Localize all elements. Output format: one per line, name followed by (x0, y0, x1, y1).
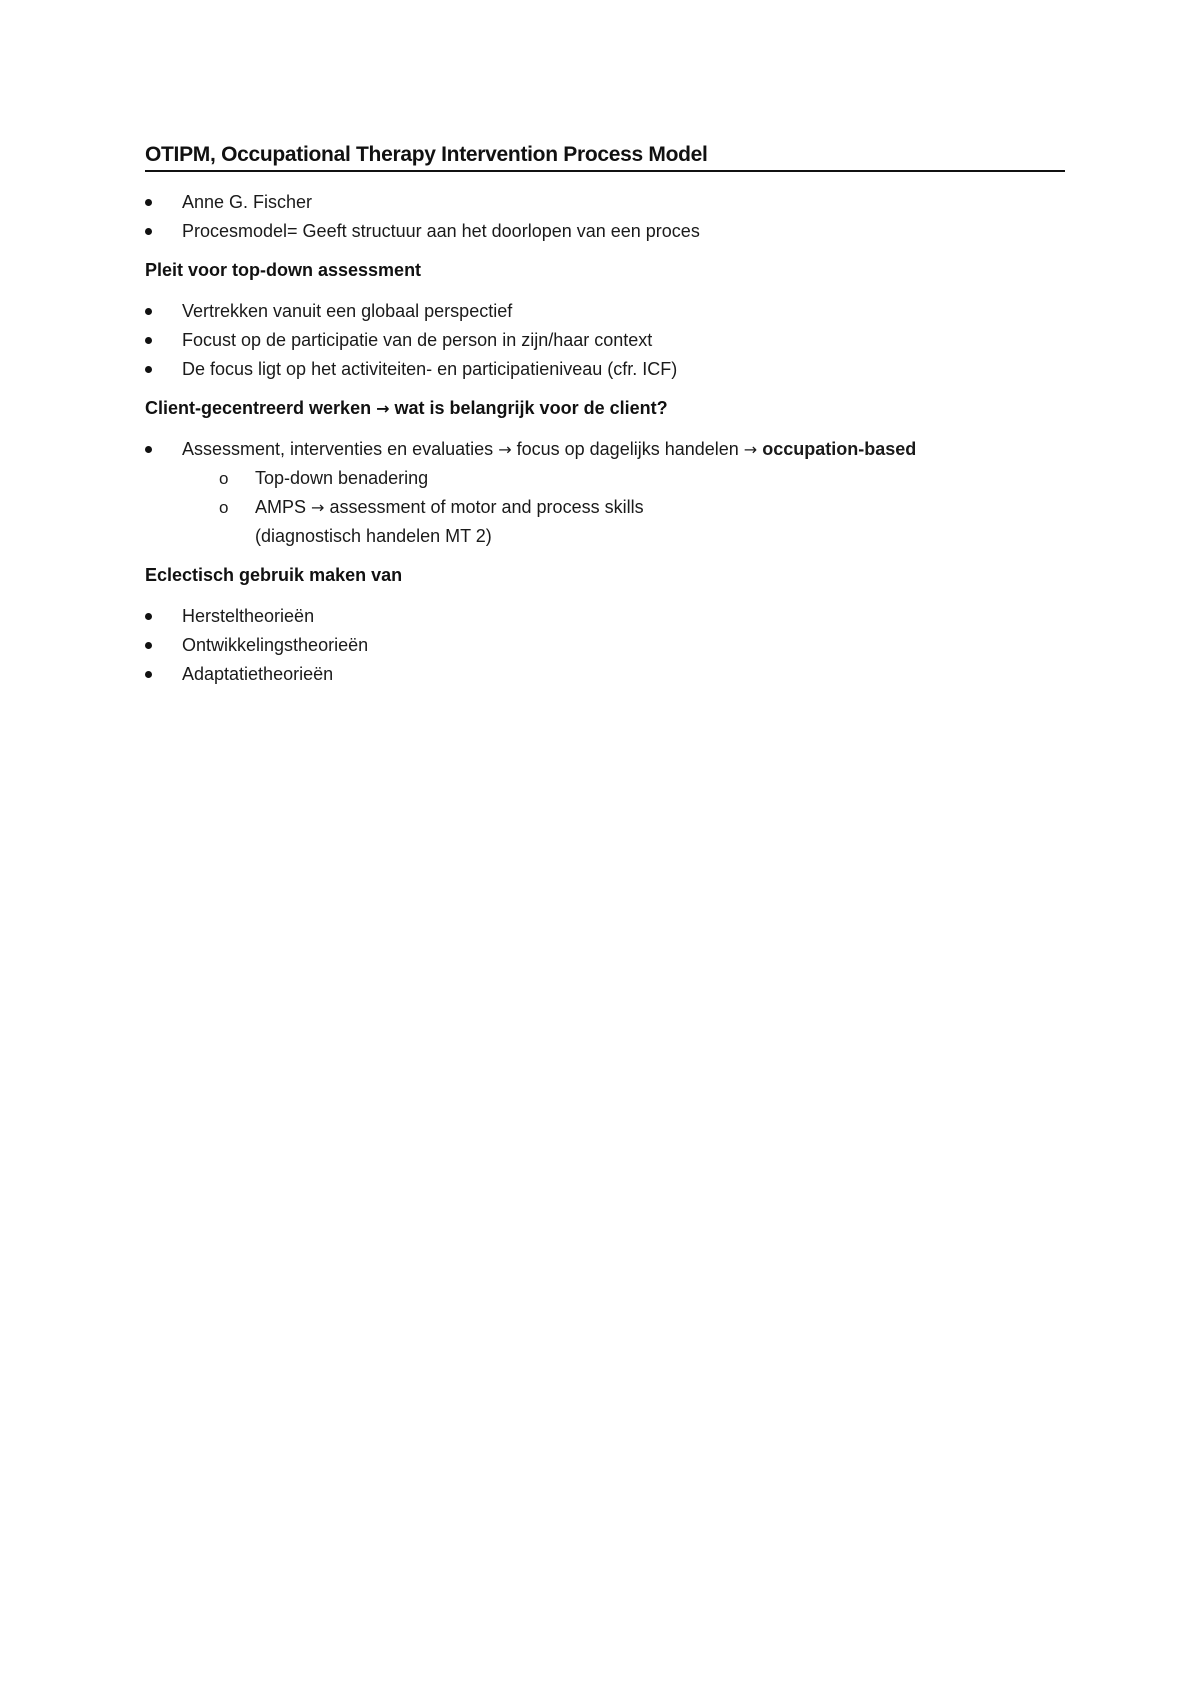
list-item-text: Anne G. Fischer (182, 192, 313, 212)
arrow-right-icon: → (376, 399, 390, 418)
heading-text: wat is belangrijk voor de client? (394, 398, 668, 418)
intro-list (145, 188, 1065, 246)
sub-bullet-icon: o (219, 469, 229, 488)
section-heading-eclectic: Eclectisch gebruik maken van (145, 565, 403, 585)
list-item-text: focus op dagelijks handelen (516, 439, 739, 459)
list-item-text: Ontwikkelingstheorieën (182, 635, 369, 655)
sub-list-item (182, 493, 1065, 551)
list-item (145, 602, 1065, 631)
list-item (145, 326, 1065, 355)
list-item (145, 631, 1065, 660)
document-title: OTIPM, Occupational Therapy Intervention Process Model (145, 143, 1065, 172)
heading-text: Client-gecentreerd werken (145, 398, 372, 418)
list-item-text: Adaptatietheorieën (182, 664, 334, 684)
top-down-list (145, 297, 1065, 384)
sub-list (182, 464, 1065, 551)
section-heading-client-centered (145, 398, 1065, 419)
list-item (145, 355, 1065, 384)
sub-list-item-text: assessment of motor and process skills (329, 497, 644, 517)
bullet-icon (145, 446, 152, 453)
document-content (145, 143, 1065, 689)
list-item-emphasis: occupation-based (762, 439, 917, 459)
arrow-right-icon: → (498, 440, 512, 459)
bullet-icon (145, 671, 152, 678)
list-item (145, 217, 1065, 246)
sub-list-item-text: Top-down benadering (255, 468, 429, 488)
arrow-right-icon: → (743, 440, 758, 459)
bullet-icon (145, 613, 152, 620)
list-item (145, 435, 1065, 551)
list-item-text: Assessment, interventies en evaluaties (182, 439, 494, 459)
list-item-text: Focust op de participatie van de person in zijn/haar context (182, 330, 653, 350)
arrow-right-icon: → (311, 498, 325, 517)
sub-list-item-continuation: (diagnostisch handelen MT 2) (255, 526, 492, 546)
list-item-text: De focus ligt op het activiteiten- en participatieniveau (cfr. ICF) (182, 359, 678, 379)
bullet-icon (145, 199, 152, 206)
bullet-icon (145, 308, 152, 315)
section-heading-top-down: Pleit voor top-down assessment (145, 260, 422, 280)
sub-list-item (182, 464, 1065, 493)
list-item-text: Procesmodel= Geeft structuur aan het doorlopen van een proces (182, 221, 700, 241)
list-item (145, 188, 1065, 217)
eclectic-list (145, 602, 1065, 689)
sub-bullet-icon: o (219, 498, 229, 517)
bullet-icon (145, 642, 152, 649)
bullet-icon (145, 337, 152, 344)
list-item (145, 660, 1065, 689)
bullet-icon (145, 366, 152, 373)
bullet-icon (145, 228, 152, 235)
sub-list-item-text: AMPS (255, 497, 307, 517)
list-item (145, 297, 1065, 326)
list-item-text: Hersteltheorieën (182, 606, 315, 626)
client-centered-list (145, 435, 1065, 551)
list-item-text: Vertrekken vanuit een globaal perspectief (182, 301, 513, 321)
